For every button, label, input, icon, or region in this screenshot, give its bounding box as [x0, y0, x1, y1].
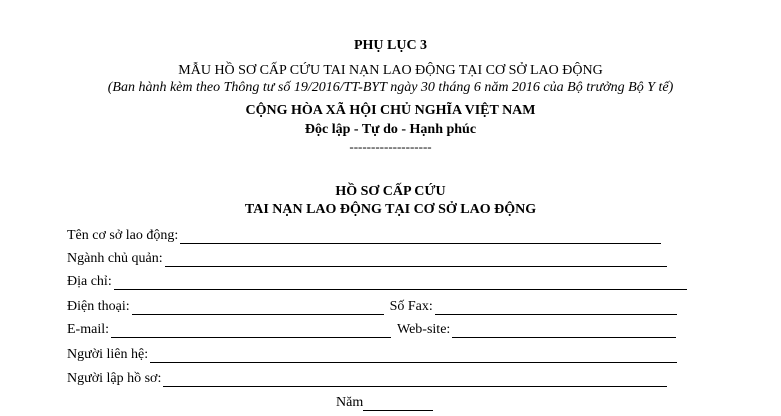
- managing-sector-field[interactable]: [165, 252, 667, 267]
- year-label: Năm: [336, 395, 364, 410]
- facility-name-field[interactable]: [180, 229, 661, 244]
- contact-person-row: [67, 345, 677, 363]
- divider-dashes: -------------------: [349, 139, 432, 154]
- fax-field[interactable]: [435, 300, 677, 315]
- address-row: [67, 272, 687, 290]
- contact-person-field[interactable]: [150, 348, 677, 363]
- document-title-line2: TAI NẠN LAO ĐỘNG TẠI CƠ SỞ LAO ĐỘNG: [244, 202, 537, 217]
- record-maker-field[interactable]: [163, 372, 667, 387]
- contact-person-label: Người liên hệ:: [67, 347, 149, 362]
- form-title: MẪU HỒ SƠ CẤP CỨU TAI NẠN LAO ĐỘNG TẠI CƠ SỞ LAO ĐỘNG: [178, 63, 603, 78]
- phone-label: Điện thoại:: [67, 299, 130, 314]
- document-title-line1: HỒ SƠ CẤP CỨU: [335, 184, 446, 199]
- managing-sector-label: Ngành chủ quản:: [67, 251, 163, 266]
- national-motto: Độc lập - Tự do - Hạnh phúc: [304, 122, 477, 137]
- email-website-row: [67, 320, 676, 338]
- facility-name-row: [67, 226, 661, 244]
- email-label: E-mail:: [67, 322, 109, 337]
- website-label: Web-site:: [397, 322, 451, 337]
- fax-label: Số Fax:: [389, 299, 433, 314]
- record-maker-label: Người lập hồ sơ:: [67, 371, 162, 386]
- appendix-heading: PHỤ LỤC 3: [353, 38, 428, 53]
- email-field[interactable]: [111, 323, 391, 338]
- address-label: Địa chỉ:: [67, 274, 112, 289]
- year-row: [336, 393, 433, 411]
- country-name: CỘNG HÒA XÃ HỘI CHỦ NGHĨA VIỆT NAM: [245, 103, 536, 118]
- website-field[interactable]: [452, 323, 676, 338]
- address-field[interactable]: [114, 275, 687, 290]
- year-field[interactable]: [363, 396, 433, 411]
- managing-sector-row: [67, 249, 667, 267]
- phone-field[interactable]: [132, 300, 384, 315]
- record-maker-row: [67, 369, 667, 387]
- facility-name-label: Tên cơ sở lao động:: [67, 228, 179, 243]
- issued-by-note: (Ban hành kèm theo Thông tư số 19/2016/TT-BYT ngày 30 tháng 6 năm 2016 của Bộ trưởng Bộ Y tế): [107, 80, 674, 95]
- phone-fax-row: [67, 297, 677, 315]
